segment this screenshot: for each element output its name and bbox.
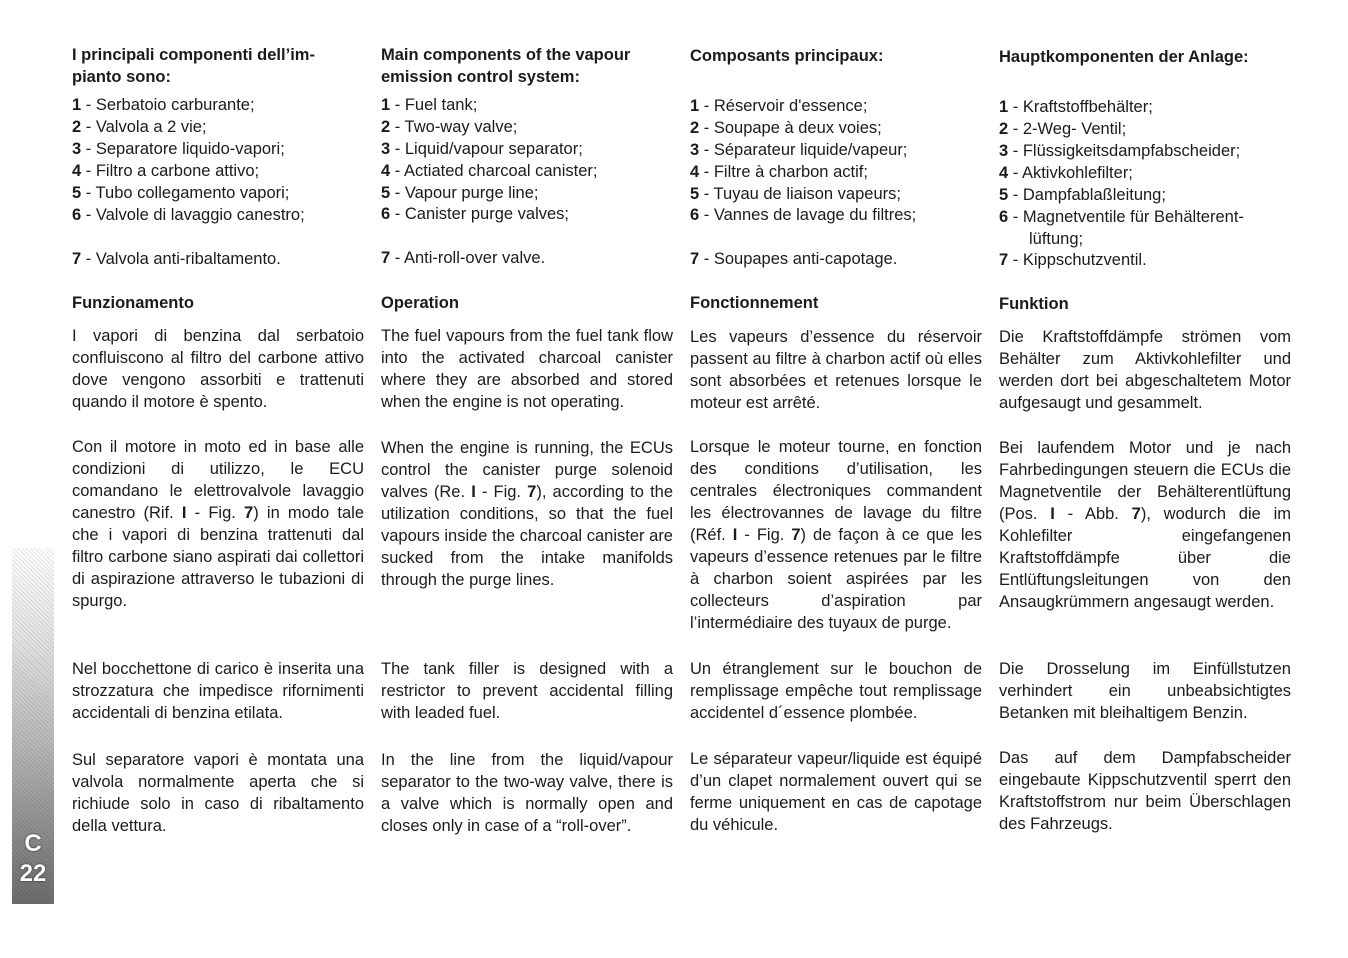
list-item: 3 - Séparateur liquide/vapeur; bbox=[690, 141, 908, 159]
paragraph: Un étranglement sur le bouchon de remplissage empêche tout remplissage accidentel d´essence plombée. bbox=[690, 660, 982, 722]
list-item: 1 - Réservoir d'essence; bbox=[690, 97, 868, 115]
list-item: 3 - Liquid/vapour separator; bbox=[381, 140, 583, 158]
heading-line: Main components of the vapour bbox=[381, 46, 631, 64]
list-item: 1 - Serbatoio carburante; bbox=[72, 96, 255, 114]
paragraph: Das auf dem Dampfabscheider eingebaute Kippschutzventil sperrt den Kraftstoffstrom nur beim Überschlagen des Fahrzeugs. bbox=[999, 749, 1291, 833]
components-heading: Hauptkomponenten der Anlage: bbox=[999, 48, 1249, 66]
list-item: 6 - Magnetventile für Behälterent- bbox=[999, 208, 1244, 226]
paragraph: The fuel vapours from the fuel tank flow into the activated charcoal canister where they are absorbed and stored when the engine is not operating. bbox=[381, 327, 673, 411]
list-item: 2 - Valvola a 2 vie; bbox=[72, 118, 207, 136]
list-item: 4 - Filtro a carbone attivo; bbox=[72, 162, 260, 180]
section-heading: Operation bbox=[381, 294, 459, 312]
paragraph: Die Drosselung im Einfüllstutzen verhindert ein unbeabsichtigtes Betanken mit bleihaltigem Benzin. bbox=[999, 660, 1291, 722]
paragraph: Nel bocchettone di carico è inserita una strozzatura che impedisce rifornimenti accidentali di benzina etilata. bbox=[72, 660, 364, 722]
list-item: 6 - Vannes de lavage du filtres; bbox=[690, 206, 917, 224]
page-tab bbox=[12, 548, 54, 904]
list-item: 7 - Anti-roll-over valve. bbox=[381, 249, 546, 267]
list-item: 5 - Vapour purge line; bbox=[381, 184, 539, 202]
components-heading bbox=[381, 44, 673, 88]
paragraph: Die Kraftstoffdämpfe strömen vom Behälter zum Aktivkohlefilter und werden dort bei abgeschaltetem Motor aufgesaugt und gesammelt. bbox=[999, 328, 1291, 412]
list-item: 6 - Canister purge valves; bbox=[381, 205, 570, 223]
section-letter: C bbox=[24, 830, 42, 857]
list-item: 5 - Dampfablaßleitung; bbox=[999, 186, 1166, 204]
heading-line: emission control system: bbox=[381, 68, 580, 86]
list-item: 6 - Valvole di lavaggio canestro; bbox=[72, 206, 305, 224]
list-item: 7 - Kippschutzventil. bbox=[999, 251, 1147, 269]
heading-line: pianto sono: bbox=[72, 68, 171, 86]
heading-line: I principali componenti dell’im- bbox=[72, 46, 315, 64]
list-item: 7 - Soupapes anti-capotage. bbox=[690, 250, 898, 268]
section-heading: Funktion bbox=[999, 295, 1069, 313]
list-item: 4 - Filtre à charbon actif; bbox=[690, 163, 868, 181]
section-heading: Fonctionnement bbox=[690, 294, 819, 312]
list-item: 2 - Two-way valve; bbox=[381, 118, 518, 136]
list-item: 5 - Tuyau de liaison vapeurs; bbox=[690, 185, 901, 203]
paragraph: Lorsque le moteur tourne, en fonction des conditions d’utilisation, les centrales électroniques commandent les électrovannes de lavage du filtre (Réf. I - Fig. 7) de façon à ce que les vapeurs d’essence retenues par le filtre à charbon soient aspirées par les collecteurs d’aspiration par l’intermédiaire des tuyaux de purge. bbox=[690, 438, 982, 632]
paragraph: I vapori di benzina dal serbatoio confluiscono al filtro del carbone attivo dove vengono assorbiti e trattenuti quando il motore è spento. bbox=[72, 327, 364, 411]
list-item: 3 - Flüssigkeitsdampfabscheider; bbox=[999, 142, 1241, 160]
paragraph: Con il motore in moto ed in base alle condizioni di utilizzo, le ECU comandano le elettrovalvole lavaggio canestro (Rif. I - Fig. 7) in modo tale che i vapori di benzina trattenuti dal filtro carbone siano aspirati dai collettori di aspirazione attraverso le tubazioni di spurgo. bbox=[72, 438, 364, 610]
list-item: 1 - Kraftstoffbehälter; bbox=[999, 98, 1153, 116]
paragraph: Sul separatore vapori è montata una valvola normalmente aperta che si richiude solo in caso di ribaltamento della vettura. bbox=[72, 751, 364, 835]
list-item: 5 - Tubo collegamento vapori; bbox=[72, 184, 290, 202]
list-item: 2 - 2-Weg- Ventil; bbox=[999, 120, 1127, 138]
paragraph: Bei laufendem Motor und je nach Fahrbedingungen steuern die ECUs die Magnetventile der Behälterentlüftung (Pos. I - Abb. 7), wodurch die im Kohlefilter eingefangenen Kraftstoffdämpfe über die Entlüftungsleitungen von den Ansaugkrümmern angesaugt werden. bbox=[999, 439, 1291, 611]
paragraph: Le séparateur vapeur/liquide est équipé d’un clapet normalement ouvert qui se ferme uniquement en cas de capotage du véhicule. bbox=[690, 750, 982, 834]
paragraph: When the engine is running, the ECUs control the canister purge solenoid valves (Re. I - Fig. 7), according to the utilization conditions, so that the fuel vapours inside the charcoal canister are sucked from the intake manifolds through the purge lines. bbox=[381, 439, 674, 589]
list-item: 7 - Valvola anti-ribaltamento. bbox=[72, 250, 281, 268]
list-item: 4 - Aktivkohlefilter; bbox=[999, 164, 1133, 182]
list-item: 4 - Actiated charcoal canister; bbox=[381, 162, 598, 180]
list-item: 1 - Fuel tank; bbox=[381, 96, 478, 114]
section-heading: Funzionamento bbox=[72, 294, 194, 312]
list-item: 3 - Separatore liquido-vapori; bbox=[72, 140, 285, 158]
paragraph: The tank filler is designed with a restrictor to prevent accidental filling with leaded fuel. bbox=[381, 660, 673, 722]
components-heading: Composants principaux: bbox=[690, 47, 884, 65]
list-item: 2 - Soupape à deux voies; bbox=[690, 119, 882, 137]
paragraph: In the line from the liquid/vapour separator to the two-way valve, there is a valve which is normally open and closes only in case of a “roll-over”. bbox=[381, 751, 673, 835]
components-heading bbox=[72, 44, 364, 88]
list-item-continuation: lüftung; bbox=[1029, 230, 1084, 248]
page-number: 22 bbox=[19, 860, 47, 887]
paragraph: Les vapeurs d’essence du réservoir passent au filtre à charbon actif où elles sont absorbées et retenues lorsque le moteur est arrêté. bbox=[690, 328, 982, 412]
